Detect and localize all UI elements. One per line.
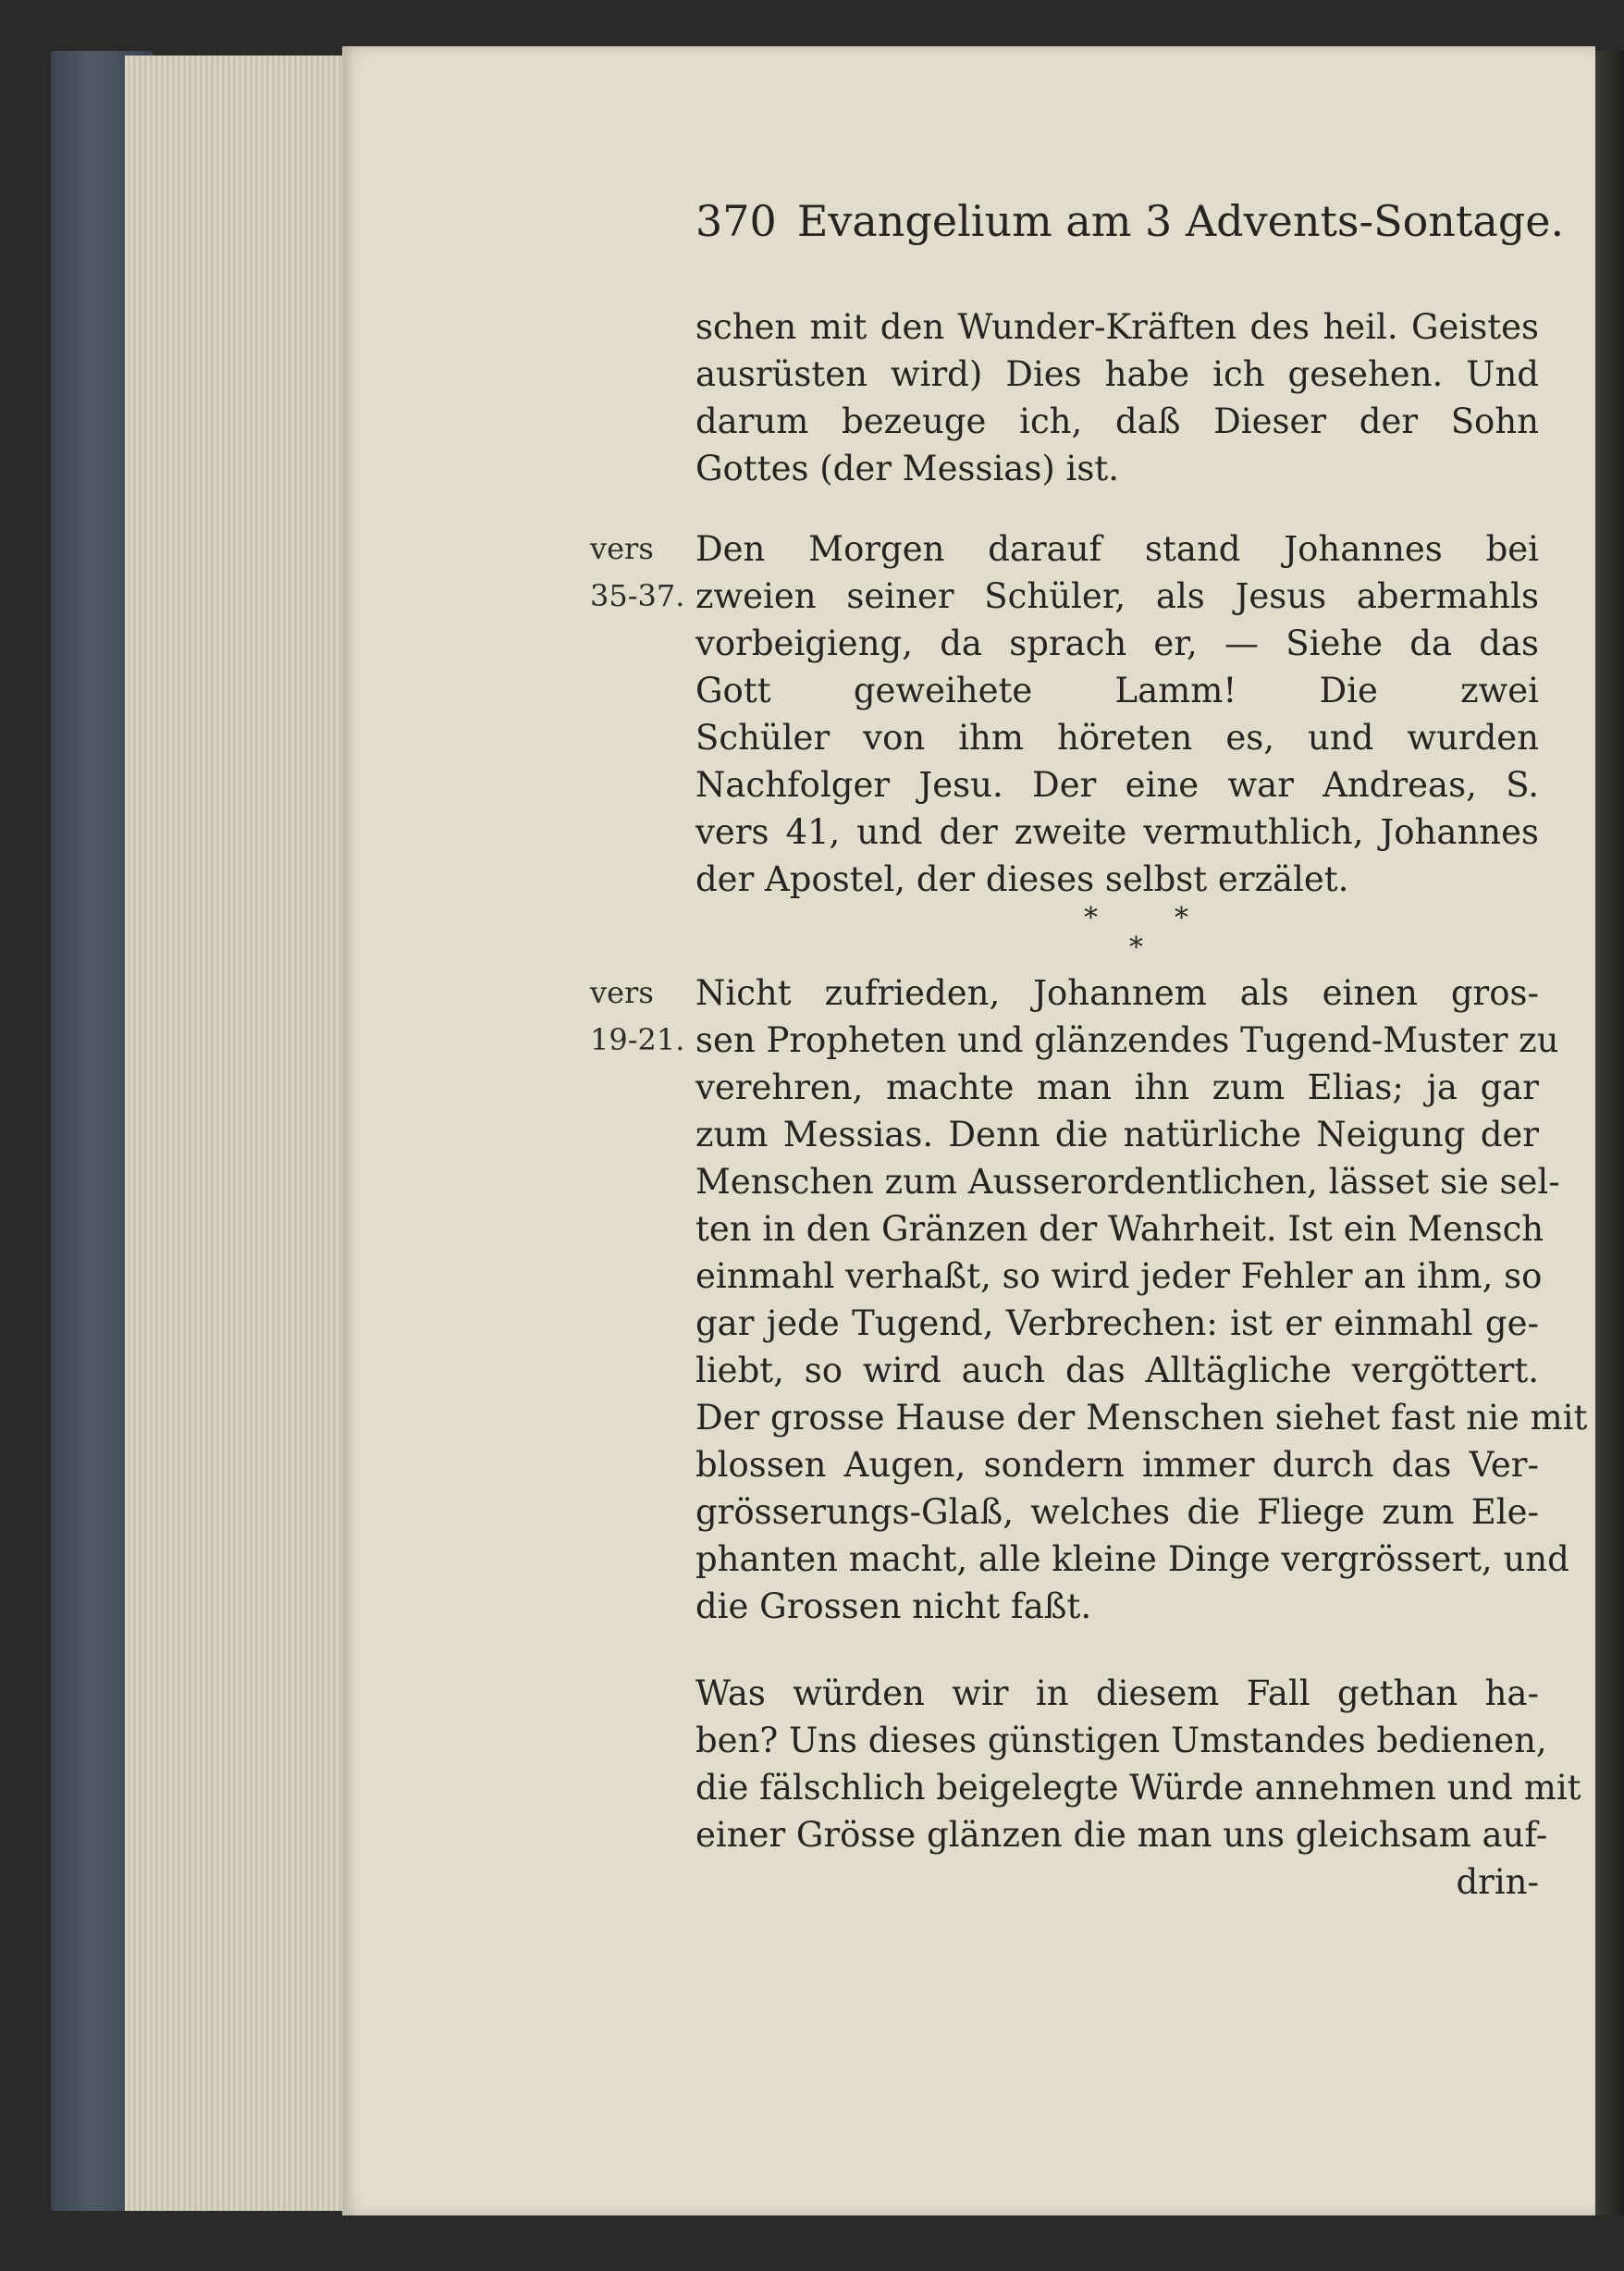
text-line: ausrüsten wird) Dies habe ich gesehen. Und (695, 354, 1539, 394)
text-line: Was würden wir in diesem Fall gethan ha- (695, 1673, 1539, 1713)
text-line: vers 41, und der zweite vermuthlich, Johannes (695, 812, 1539, 852)
text-line: zum Messias. Denn die natürliche Neigung der (695, 1115, 1539, 1154)
paragraph (695, 969, 1588, 1630)
text-line: einmahl verhaßt, so wird jeder Fehler an ihm, so (695, 1256, 1543, 1296)
facing-page-edge (1595, 51, 1624, 2215)
text-line: die Grossen nicht faßt. (695, 1586, 1092, 1626)
text-line: phanten macht, alle kleine Dinge vergrössert, und (695, 1539, 1569, 1579)
text-line: vorbeigieng, da sprach er, — Siehe da das (695, 623, 1539, 663)
text-line: liebt, so wird auch das Alltägliche vergöttert. (695, 1351, 1539, 1390)
text-line: sen Propheten und glänzendes Tugend-Muster zu (695, 1020, 1559, 1060)
text-line: gar jede Tugend, Verbrechen: ist er einmahl ge- (695, 1303, 1539, 1343)
text-line: ten in den Gränzen der Wahrheit. Ist ein Mensch (695, 1209, 1544, 1249)
text-line: Menschen zum Ausserordentlichen, lässet sie sel- (695, 1162, 1560, 1202)
text-line: der Apostel, der dieses selbst erzälet. (695, 859, 1349, 899)
text-line: Nachfolger Jesu. Der eine war Andreas, S. (695, 765, 1539, 805)
text-line: blossen Augen, sondern immer durch das Ver- (695, 1445, 1539, 1485)
text-line: Nicht zufrieden, Johannem als einen gros- (695, 973, 1539, 1013)
text-line: grösserungs-Glaß, welches die Fliege zum Ele- (695, 1492, 1539, 1532)
text-line: darum bezeuge ich, daß Dieser der Sohn (695, 401, 1539, 441)
text-line: Schüler von ihm höreten es, und wurden (695, 718, 1539, 758)
page-header (695, 196, 1565, 246)
paragraph (695, 525, 1539, 903)
text-line: Gott geweihete Lamm! Die zwei (695, 671, 1539, 710)
section-break (1064, 902, 1212, 967)
margin-note-verse-ref (590, 525, 684, 620)
asterisk: * (1129, 932, 1143, 964)
paragraph (695, 1670, 1581, 1906)
text-line: ben? Uns dieses günstigen Umstandes bedienen, (695, 1721, 1547, 1760)
text-line: Gottes (der Messias) ist. (695, 449, 1119, 488)
page-edges (125, 56, 347, 2211)
text-line: einer Grösse glänzen die man uns gleichsam auf- (695, 1815, 1548, 1855)
text-line: Den Morgen darauf stand Johannes bei (695, 529, 1539, 569)
asterisk: * (1084, 902, 1098, 934)
margin-note-range: 19-21. (590, 1022, 685, 1057)
text-line: zweien seiner Schüler, als Jesus abermahls (695, 576, 1539, 616)
margin-note-range: 35-37. (590, 578, 685, 613)
margin-note-label: vers (590, 531, 654, 566)
running-title: Evangelium am 3 Advents-Sontage. (796, 196, 1565, 246)
asterisk: * (1175, 902, 1188, 934)
text-line: die fälschlich beigelegte Würde annehmen und mit (695, 1768, 1581, 1808)
margin-note-verse-ref (590, 969, 684, 1064)
paragraph (695, 303, 1539, 492)
text-line: verehren, machte man ihn zum Elias; ja gar (695, 1068, 1539, 1107)
text-line: Der grosse Hause der Menschen siehet fast nie mit (695, 1398, 1588, 1438)
page-number: 370 (695, 196, 777, 246)
margin-note-label: vers (590, 975, 654, 1010)
catchword: drin- (1456, 1862, 1539, 1902)
text-line: schen mit den Wunder-Kräften des heil. Geistes (695, 307, 1539, 347)
